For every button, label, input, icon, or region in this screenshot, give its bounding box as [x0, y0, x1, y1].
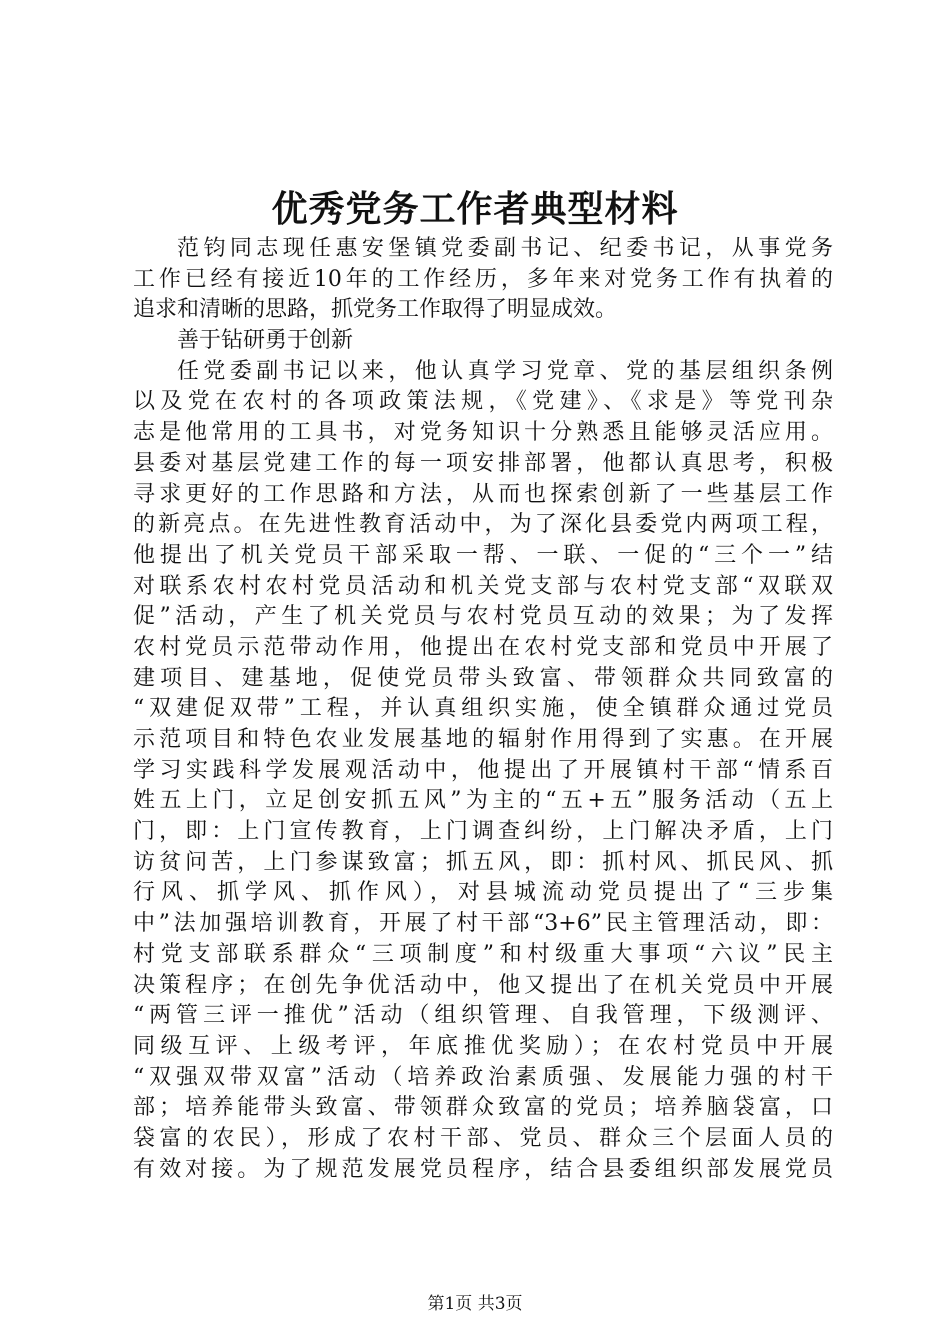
text-line: 对联系农村农村党员活动和机关党支部与农村党支部“双联双: [133, 573, 833, 599]
text-line: 村党支部联系群众“三项制度”和村级重大事项“六议”民主: [133, 941, 833, 967]
section-heading: 善于钻研勇于创新: [177, 328, 354, 354]
text-line: 门，即：上门宣传教育，上门调查纠纷，上门解决矛盾，上门: [133, 819, 833, 845]
text-line: 范钧同志现任惠安堡镇党委副书记、纪委书记，从事党务: [177, 236, 833, 261]
document-body: [133, 234, 833, 1185]
text-line: “双强双带双富”活动（培养政治素质强、发展能力强的村干: [133, 1064, 833, 1090]
document-title: 优秀党务工作者典型材料: [271, 188, 679, 230]
text-line: 部；培养能带头致富、带领群众致富的党员；培养脑袋富，口: [133, 1095, 833, 1121]
text-line: 县委对基层党建工作的每一项安排部署，他都认真思考，积极: [133, 450, 833, 476]
text-line: 农村党员示范带动作用，他提出在农村党支部和党员中开展了: [133, 634, 833, 660]
paragraph-intro: [133, 234, 833, 326]
text-line: 行风、抓学风、抓作风），对县城流动党员提出了“三步集: [133, 880, 833, 906]
text-line: 建项目、建基地，促使党员带头致富、带领群众共同致富的: [133, 665, 833, 691]
text-line: 的新亮点。在先进性教育活动中，为了深化县委党内两项工程，: [133, 512, 833, 538]
text-line: 示范项目和特色农业发展基地的辐射作用得到了实惠。在开展: [133, 727, 833, 752]
text-line: “两管三评一推优”活动（组织管理、自我管理，下级测评、: [133, 1003, 833, 1029]
paragraph-innovation: [133, 357, 833, 1186]
text-line: 决策程序；在创先争优活动中，他又提出了在机关党员中开展: [133, 972, 833, 998]
text-line: 学习实践科学发展观活动中，他提出了开展镇村干部“情系百: [133, 757, 833, 783]
text-line: 追求和清晰的思路，抓党务工作取得了明显成效。: [133, 297, 618, 323]
page-indicator: 第1页 共3页: [427, 1294, 523, 1314]
text-line: 袋富的农民），形成了农村干部、党员、群众三个层面人员的: [133, 1125, 833, 1151]
text-line: 同级互评、上级考评，年底推优奖励）；在农村党员中开展: [133, 1033, 833, 1059]
text-line: 志是他常用的工具书，对党务知识十分熟悉且能够灵活应用。: [133, 420, 833, 446]
text-line: 访贫问苦，上门参谋致富；抓五风，即：抓村风、抓民风、抓: [133, 849, 833, 875]
text-line: 有效对接。为了规范发展党员程序，结合县委组织部发展党员: [133, 1156, 833, 1182]
text-line: 他提出了机关党员干部采取一帮、一联、一促的“三个一”结: [133, 542, 833, 568]
text-line: 工作已经有接近10年的工作经历，多年来对党务工作有执着的: [133, 266, 833, 292]
text-line: 中”法加强培训教育，开展了村干部“3+6”民主管理活动，即：: [133, 911, 833, 937]
text-line: 寻求更好的工作思路和方法，从而也探索创新了一些基层工作: [133, 481, 833, 507]
text-line: “双建促双带”工程，并认真组织实施，使全镇群众通过党员: [133, 696, 833, 722]
text-line: 以及党在农村的各项政策法规，《党建》、《求是》等党刊杂: [133, 389, 833, 415]
text-line: 促”活动，产生了机关党员与农村党员互动的效果；为了发挥: [133, 604, 833, 630]
text-line: 姓五上门，立足创安抓五风”为主的“五+五”服务活动（五上: [133, 788, 833, 814]
text-line: 任党委副书记以来，他认真学习党章、党的基层组织条例: [177, 358, 833, 384]
